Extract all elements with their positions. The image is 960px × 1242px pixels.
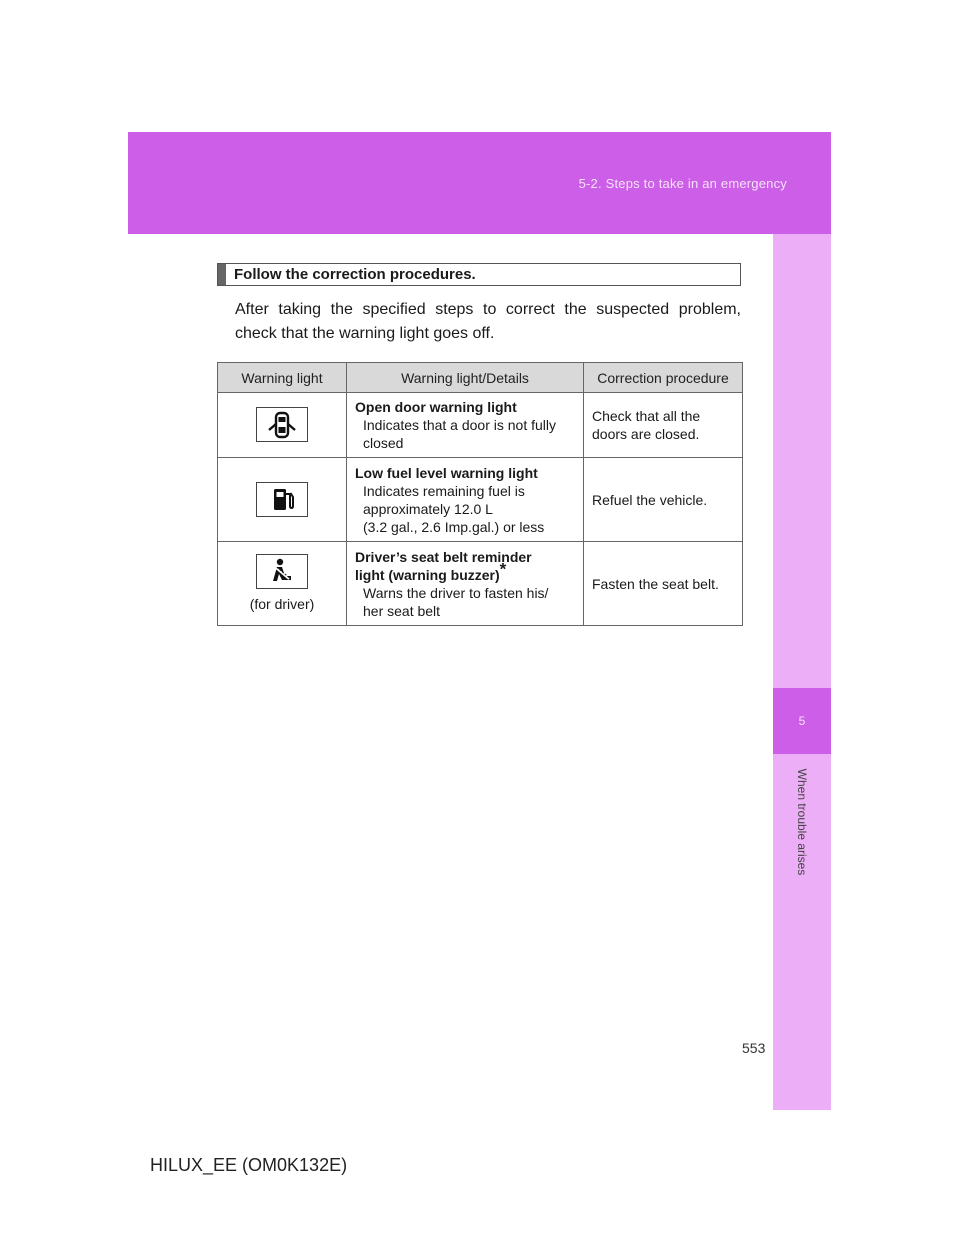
column-header: Warning light [218,363,347,393]
section-title: 5-2. Steps to take in an emergency [578,176,787,191]
table-row [218,542,743,626]
detail-cell: Low fuel level warning light Indicates remaining fuel is approximately 12.0 L (3.2 gal., 2.6 Imp.gal.) or less [347,458,584,542]
fuel-pump-icon [256,482,308,517]
section-heading [217,263,741,286]
footnote-mark: * [499,558,507,578]
table-header-row [218,363,743,393]
intro-paragraph: After taking the specified steps to correct the suspected problem, check that the warning light goes off. [235,301,741,342]
chapter-number: 5 [773,688,831,754]
footer-code: HILUX_EE (OM0K132E) [150,1155,348,1175]
page-number: 553 [742,1040,766,1056]
icon-caption: (for driver) [249,595,315,612]
column-header: Correction procedure [584,363,743,393]
correction-cell: Refuel the vehicle. [584,458,743,542]
table-row [218,393,743,458]
side-tab [773,234,831,1110]
table-row [218,458,743,542]
correction-cell: Fasten the seat belt. [584,542,743,626]
icon-cell [218,458,347,542]
warning-light-table [217,362,743,626]
correction-cell: Check that all the doors are closed. [584,393,743,458]
open-door-icon [256,407,308,442]
column-header: Warning light/Details [347,363,584,393]
detail-cell: Driver’s seat belt reminder light (warning buzzer)* Warns the driver to fasten his/ her seat belt [347,542,584,626]
chapter-label: When trouble arises [795,768,809,876]
heading-text: Follow the correction procedures. [234,266,476,283]
icon-cell [218,393,347,458]
detail-cell: Open door warning light Indicates that a door is not fully closed [347,393,584,458]
seat-belt-icon [256,554,308,589]
heading-bar [218,264,226,285]
icon-cell [218,542,347,626]
header-band [128,132,831,234]
